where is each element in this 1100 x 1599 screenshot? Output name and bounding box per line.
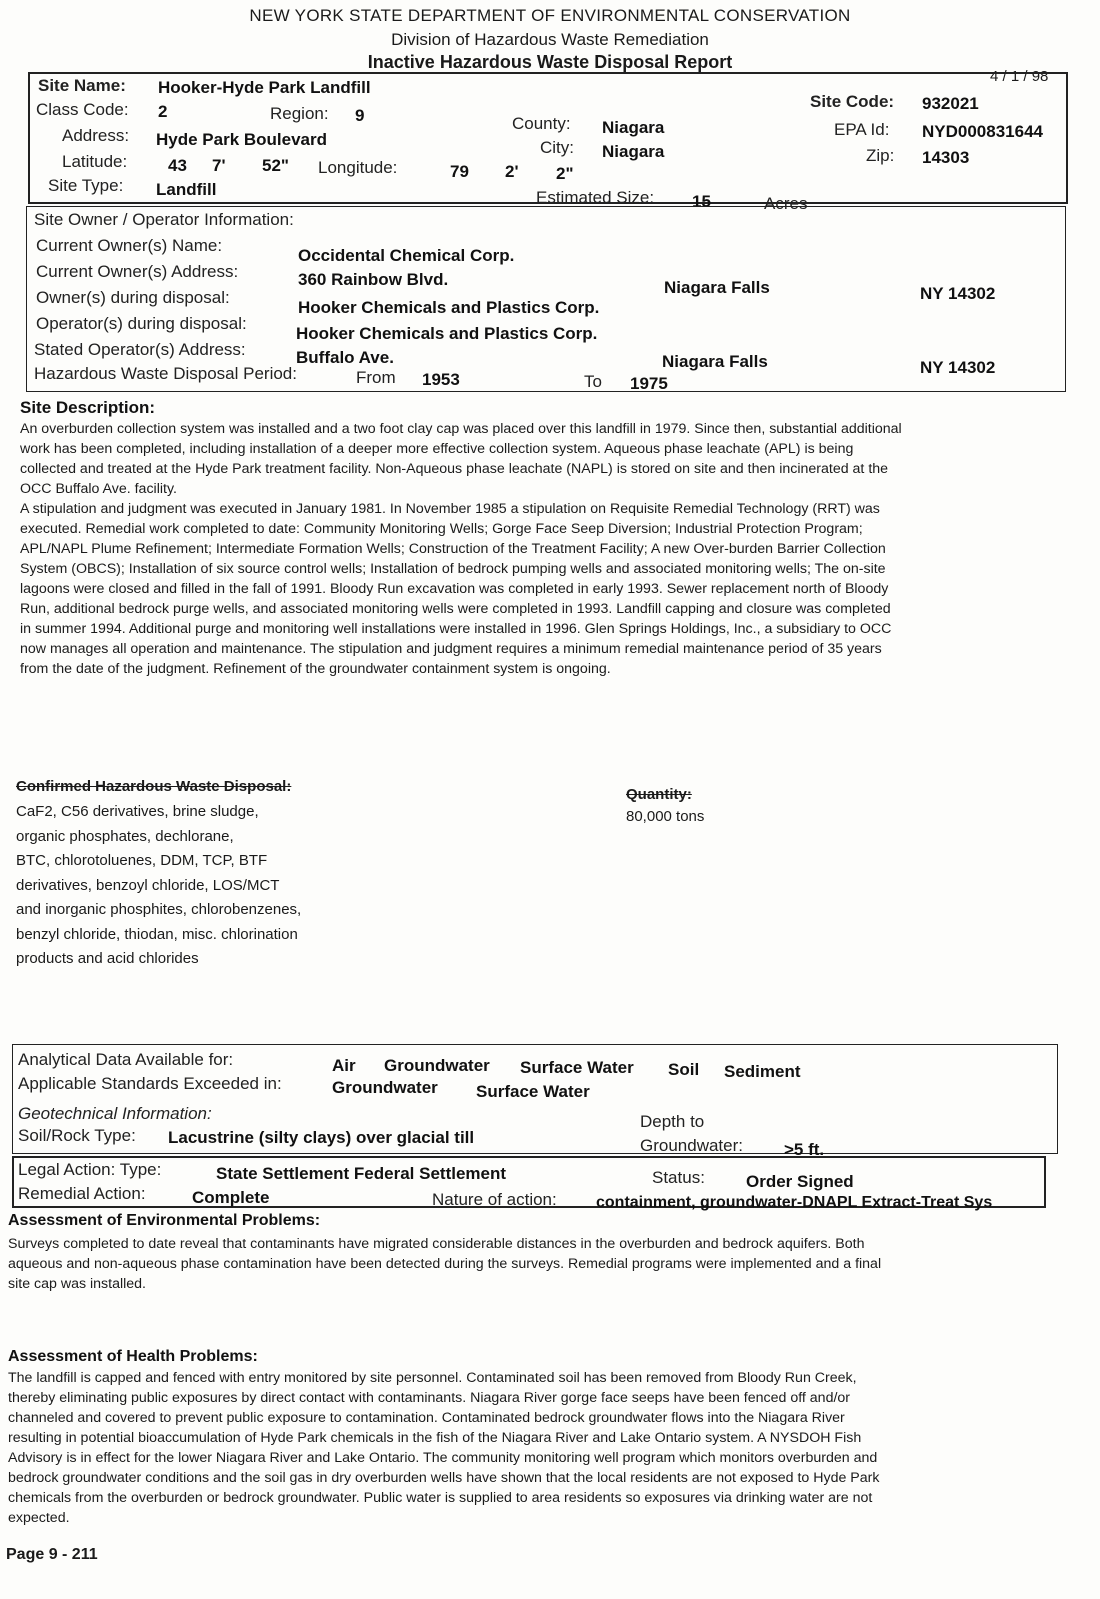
operator-disposal: Hooker Chemicals and Plastics Corp. xyxy=(296,324,598,343)
period-to: 1975 xyxy=(630,374,668,393)
longitude-seconds: 2" xyxy=(556,164,574,183)
description-line: work has been completed, including installation of a deeper more effective collection system. Aqueous phase leachate (APL) is being xyxy=(20,441,854,457)
description-line: now manages all operation and maintenance. The stipulation and judgment requires a minimum remedial maintenance period of 35 years xyxy=(20,641,882,657)
legal-type-label: Legal Action: Type: xyxy=(18,1160,162,1179)
description-line: executed. Remedial work completed to date: Community Monitoring Wells; Gorge Face Seep Diversion; Industrial Protection Program; xyxy=(20,521,863,537)
health-line: thereby eliminating public exposures by direct contact with contaminants. Niagara River gorge face seeps have been fenced off and/or xyxy=(8,1390,851,1406)
legal-status-label: Status: xyxy=(652,1168,705,1187)
epa-id-label: EPA Id: xyxy=(834,120,890,139)
owner-disposal: Hooker Chemicals and Plastics Corp. xyxy=(298,298,600,317)
environmental-text xyxy=(8,1234,1088,1294)
estimated-size-label: Estimated Size: xyxy=(536,188,655,207)
county-label: County: xyxy=(512,114,571,133)
latitude-seconds: 52" xyxy=(262,156,289,175)
health-line: expected. xyxy=(8,1510,70,1526)
analytical-available-label: Analytical Data Available for: xyxy=(18,1050,234,1069)
current-owner-state-zip: NY 14302 xyxy=(920,284,996,303)
current-owner-city: Niagara Falls xyxy=(664,278,770,297)
exceeded-groundwater: Groundwater xyxy=(332,1078,438,1097)
site-description-text xyxy=(20,419,1080,679)
environmental-line: Surveys completed to date reveal that contaminants have migrated considerable distances in the overburden and bedrock aquifers. Both xyxy=(8,1236,865,1252)
size-unit: Acres xyxy=(764,194,808,213)
zip-label: Zip: xyxy=(866,146,895,165)
site-code: 932021 xyxy=(922,94,979,113)
quantity-value: 80,000 tons xyxy=(626,808,705,825)
owner-section-label: Site Owner / Operator Information: xyxy=(34,210,294,229)
longitude-degrees: 79 xyxy=(450,162,469,181)
exceeded-surface-water: Surface Water xyxy=(476,1082,590,1101)
analytical-groundwater: Groundwater xyxy=(384,1056,490,1075)
report-date: 4 / 1 / 98 xyxy=(990,68,1049,85)
disposal-line: benzyl chloride, thiodan, misc. chlorination xyxy=(16,925,298,943)
longitude-minutes: 2' xyxy=(505,162,519,181)
address: Hyde Park Boulevard xyxy=(156,130,328,149)
site-type: Landfill xyxy=(156,180,217,199)
geotechnical-label: Geotechnical Information: xyxy=(18,1104,212,1123)
to-label: To xyxy=(584,372,602,391)
description-line: from the date of the judgment. Refinement of the groundwater containment system is ongoing. xyxy=(20,661,611,677)
county: Niagara xyxy=(602,118,665,137)
legal-status: Order Signed xyxy=(746,1172,854,1191)
description-line: collected and treated at the Hyde Park treatment facility. Non-Aqueous phase leachate (NAPL) is stored on site and then incinerated at the xyxy=(20,461,889,477)
current-owner-name: Occidental Chemical Corp. xyxy=(298,246,515,265)
disposal-heading: Confirmed Hazardous Waste Disposal: xyxy=(16,778,292,795)
legal-type: State Settlement Federal Settlement xyxy=(216,1164,507,1183)
stated-operator-city: Niagara Falls xyxy=(662,352,768,371)
disposal-period-label: Hazardous Waste Disposal Period: xyxy=(34,364,297,383)
health-text xyxy=(8,1368,1088,1528)
disposal-list xyxy=(16,800,301,972)
description-line: System (OBCS); Installation of six source control wells; Installation of bedrock pumping wells and associated monitoring wells; The on-site xyxy=(20,561,886,577)
health-heading: Assessment of Health Problems: xyxy=(8,1348,258,1365)
disposal-line: CaF2, C56 derivatives, brine sludge, xyxy=(16,803,259,820)
health-line: The landfill is capped and fenced with entry monitored by site personnel. Contaminated soil has been removed from Bloody Run Creek, xyxy=(8,1370,857,1386)
longitude-label: Longitude: xyxy=(318,158,398,177)
site-name: Hooker-Hyde Park Landfill xyxy=(158,78,371,97)
stated-operator-state-zip: NY 14302 xyxy=(920,358,996,377)
health-line: chemicals from the overburden or bedrock groundwater. Public water is supplied to area residents so exposures via drinking water are not xyxy=(8,1490,873,1506)
disposal-line: BTC, chlorotoluenes, DDM, TCP, BTF xyxy=(16,852,268,869)
disposal-line: products and acid chlorides xyxy=(16,950,199,967)
city-label: City: xyxy=(540,138,574,157)
current-owner-address: 360 Rainbow Blvd. xyxy=(298,270,449,289)
analytical-sediment: Sediment xyxy=(724,1062,801,1081)
description-line: Run, additional bedrock purge wells, and associated monitoring wells were completed in 1993. Landfill capping and closure was completed xyxy=(20,601,891,617)
owner-disposal-label: Owner(s) during disposal: xyxy=(36,288,230,307)
agency-name: NEW YORK STATE DEPARTMENT OF ENVIRONMENTAL CONSERVATION xyxy=(249,6,851,25)
stated-operator-address-label: Stated Operator(s) Address: xyxy=(34,340,246,359)
disposal-line: organic phosphates, dechlorane, xyxy=(16,827,234,845)
description-line: An overburden collection system was installed and a two foot clay cap was placed over this landfill in 1979. Since then, substantial additional xyxy=(20,421,902,437)
region-label: Region: xyxy=(270,104,329,123)
current-owner-address-label: Current Owner(s) Address: xyxy=(36,262,239,281)
page-number: Page 9 - 211 xyxy=(6,1546,98,1563)
latitude-minutes: 7' xyxy=(212,156,226,175)
disposal-line: derivatives, benzoyl chloride, LOS/MCT xyxy=(16,876,280,894)
site-name-label: Site Name: xyxy=(38,76,126,95)
environmental-line: aqueous and non-aqueous phase contamination have been detected during the surveys. Remedial programs were implemented and a final xyxy=(8,1256,882,1272)
health-line: bedrock groundwater conditions and the soil gas in dry overburden wells have shown that the local residents are not exposed to Hyde Park xyxy=(8,1470,880,1486)
environmental-line: site cap was installed. xyxy=(8,1276,147,1292)
address-label: Address: xyxy=(62,126,130,145)
remedial-action-label: Remedial Action: xyxy=(18,1184,146,1203)
site-type-label: Site Type: xyxy=(48,176,124,195)
depth-label-2: Groundwater: xyxy=(640,1136,743,1155)
quantity-label: Quantity: xyxy=(626,786,692,803)
nature-of-action: containment, groundwater-DNAPL Extract-Treat Sys xyxy=(596,1194,993,1211)
description-line: lagoons were closed and filled in the fall of 1991. Bloody Run excavation was completed in early 1993. Sewer replacement north of Bloody xyxy=(20,581,889,597)
site-description-heading: Site Description: xyxy=(20,398,156,417)
nature-of-action-label: Nature of action: xyxy=(432,1190,557,1209)
epa-id: NYD000831644 xyxy=(922,122,1043,141)
depth-to-groundwater: >5 ft. xyxy=(784,1140,825,1159)
description-line: OCC Buffalo Ave. facility. xyxy=(20,481,177,497)
latitude-label: Latitude: xyxy=(62,152,128,171)
analytical-air: Air xyxy=(332,1056,356,1075)
health-line: resulting in potential bioaccumulation of Hyde Park chemicals in the fish of the Niagara River and Lake Ontario system. A NYSDOH Fish xyxy=(8,1430,862,1446)
latitude-degrees: 43 xyxy=(168,156,187,175)
soil-type: Lacustrine (silty clays) over glacial till xyxy=(168,1128,475,1147)
estimated-size: 15 xyxy=(692,192,711,211)
disposal-line: and inorganic phosphites, chlorobenzenes, xyxy=(16,901,302,918)
period-from: 1953 xyxy=(422,370,460,389)
soil-type-label: Soil/Rock Type: xyxy=(18,1126,136,1145)
health-line: channeled and covered to prevent public exposure to contamination. Contaminated bedrock groundwater flows into the Niagara River xyxy=(8,1410,845,1426)
standards-exceeded-label: Applicable Standards Exceeded in: xyxy=(18,1074,282,1093)
report-title: Inactive Hazardous Waste Disposal Report xyxy=(367,52,733,72)
division-name: Division of Hazardous Waste Remediation xyxy=(391,30,709,49)
current-owner-name-label: Current Owner(s) Name: xyxy=(36,236,223,255)
region: 9 xyxy=(355,106,365,125)
health-line: Advisory is in effect for the lower Niagara River and Lake Ontario. The community monitoring well program which monitors overburden and xyxy=(8,1450,878,1466)
city: Niagara xyxy=(602,142,665,161)
class-code: 2 xyxy=(158,102,168,121)
description-line: in summer 1994. Additional purge and monitoring well installations were installed in 1996. Glen Springs Holdings, Inc., a subsidiary to OCC xyxy=(20,621,892,637)
analytical-soil: Soil xyxy=(668,1060,700,1079)
environmental-heading: Assessment of Environmental Problems: xyxy=(8,1212,321,1229)
description-line: APL/NAPL Plume Refinement; Intermediate Formation Wells; Construction of the Treatment Facility; A new Over-burden Barrier Collection xyxy=(20,541,886,557)
stated-operator-address: Buffalo Ave. xyxy=(296,348,394,367)
from-label: From xyxy=(356,368,396,387)
description-line: A stipulation and judgment was executed in January 1981. In November 1985 a stipulation on Requisite Remedial Technology (RRT) was xyxy=(20,501,880,517)
class-code-label: Class Code: xyxy=(36,100,129,119)
site-code-label: Site Code: xyxy=(810,92,895,111)
depth-label-1: Depth to xyxy=(640,1112,705,1131)
remedial-action: Complete xyxy=(192,1188,270,1207)
operator-disposal-label: Operator(s) during disposal: xyxy=(36,314,247,333)
zip: 14303 xyxy=(922,148,970,167)
analytical-surface-water: Surface Water xyxy=(520,1058,634,1077)
